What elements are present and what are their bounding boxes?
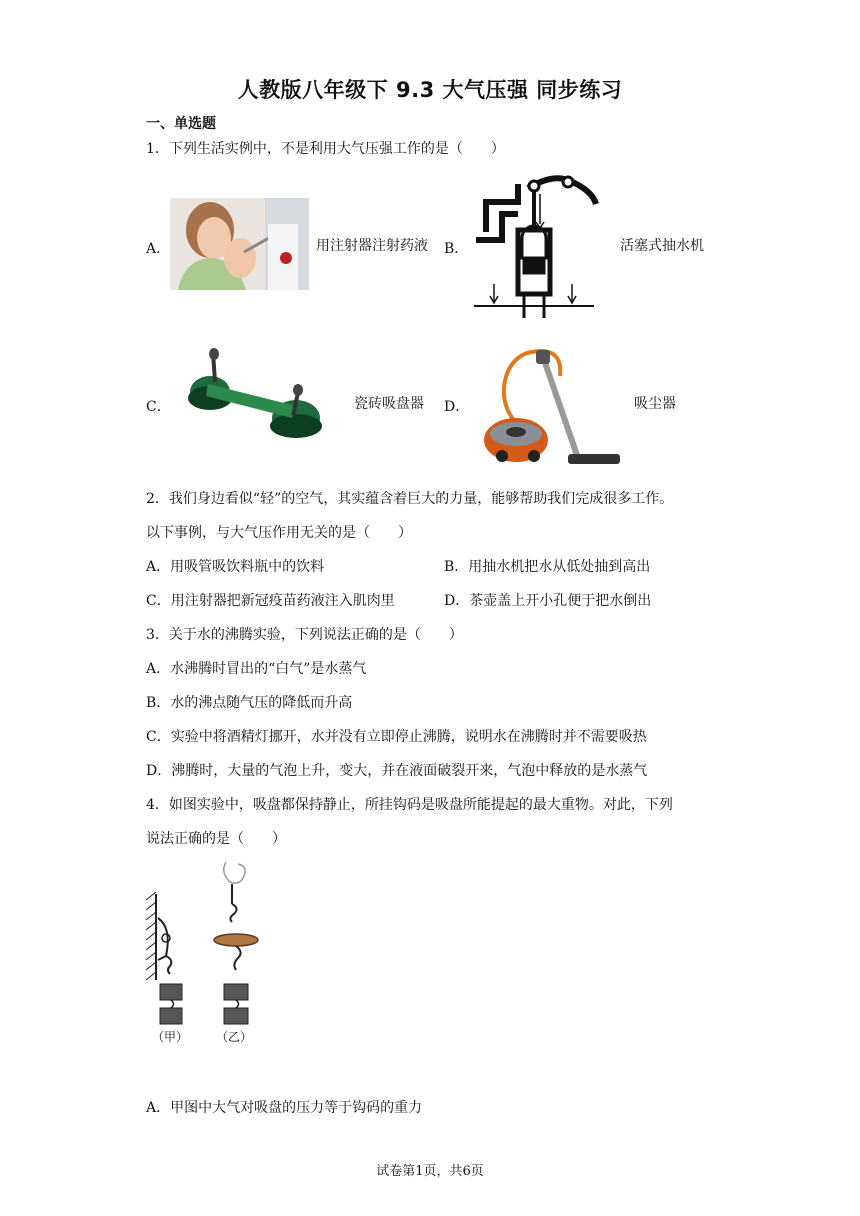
q2-option-c: C．用注射器把新冠疫苗药液注入肌肉里	[146, 593, 395, 609]
q3-option-d: D．沸腾时，大量的气泡上升，变大，并在液面破裂开来，气泡中释放的是水蒸气	[146, 763, 648, 779]
q1-option-a-text: 用注射器注射药液	[316, 238, 428, 254]
section-heading: 一、单选题	[146, 116, 216, 132]
page-footer: 试卷第1页，共6页	[376, 1164, 484, 1179]
q2-stem-line2: 以下事例，与大气压作用无关的是（ ）	[146, 525, 412, 541]
q3-stem: 3．关于水的沸腾实验，下列说法正确的是（ ）	[146, 627, 463, 643]
q1-option-b-letter: B．	[444, 241, 469, 257]
q2-option-d: D．茶壶盖上开小孔便于把水倒出	[444, 593, 652, 609]
q3-option-c: C．实验中将酒精灯挪开，水并没有立即停止沸腾，说明水在沸腾时并不需要吸热	[146, 729, 647, 745]
q1-option-c-letter: C．	[146, 399, 171, 415]
q2-option-b: B．用抽水机把水从低处抽到高出	[444, 559, 651, 575]
q1-option-d-letter: D．	[444, 399, 470, 415]
vacuum-cleaner-photo	[482, 346, 622, 474]
q1-option-a-letter: A．	[146, 241, 171, 257]
q3-option-b: B．水的沸点随气压的降低而升高	[146, 695, 353, 711]
tile-suction-cup-photo	[184, 344, 326, 444]
q4-stem-line1: 4．如图实验中，吸盘都保持静止，所挂钩码是吸盘所能提起的最大重物。对此，下列	[146, 797, 673, 813]
q3-option-a: A．水沸腾时冒出的“白气”是水蒸气	[146, 661, 367, 677]
page-title: 人教版八年级下 9.3 大气压强 同步练习	[237, 78, 623, 102]
figure-label-jia: （甲）	[152, 1030, 189, 1044]
q1-option-d-text: 吸尘器	[634, 396, 676, 412]
figure-label-yi: （乙）	[216, 1030, 253, 1044]
q2-stem-line1: 2．我们身边看似“轻”的空气，其实蕴含着巨大的力量，能够帮助我们完成很多工作。	[146, 491, 674, 507]
q1-option-b-text: 活塞式抽水机	[620, 238, 704, 254]
q4-stem-line2: 说法正确的是（ ）	[146, 831, 286, 847]
injection-photo	[170, 198, 309, 290]
q1-option-c-text: 瓷砖吸盘器	[354, 396, 424, 412]
q2-option-a: A．用吸管吸饮料瓶中的饮料	[146, 559, 325, 575]
piston-pump-diagram	[472, 172, 608, 318]
q4-option-a: A．甲图中大气对吸盘的压力等于钩码的重力	[146, 1100, 423, 1116]
q1-stem: 1．下列生活实例中，不是利用大气压强工作的是（ ）	[146, 141, 505, 157]
